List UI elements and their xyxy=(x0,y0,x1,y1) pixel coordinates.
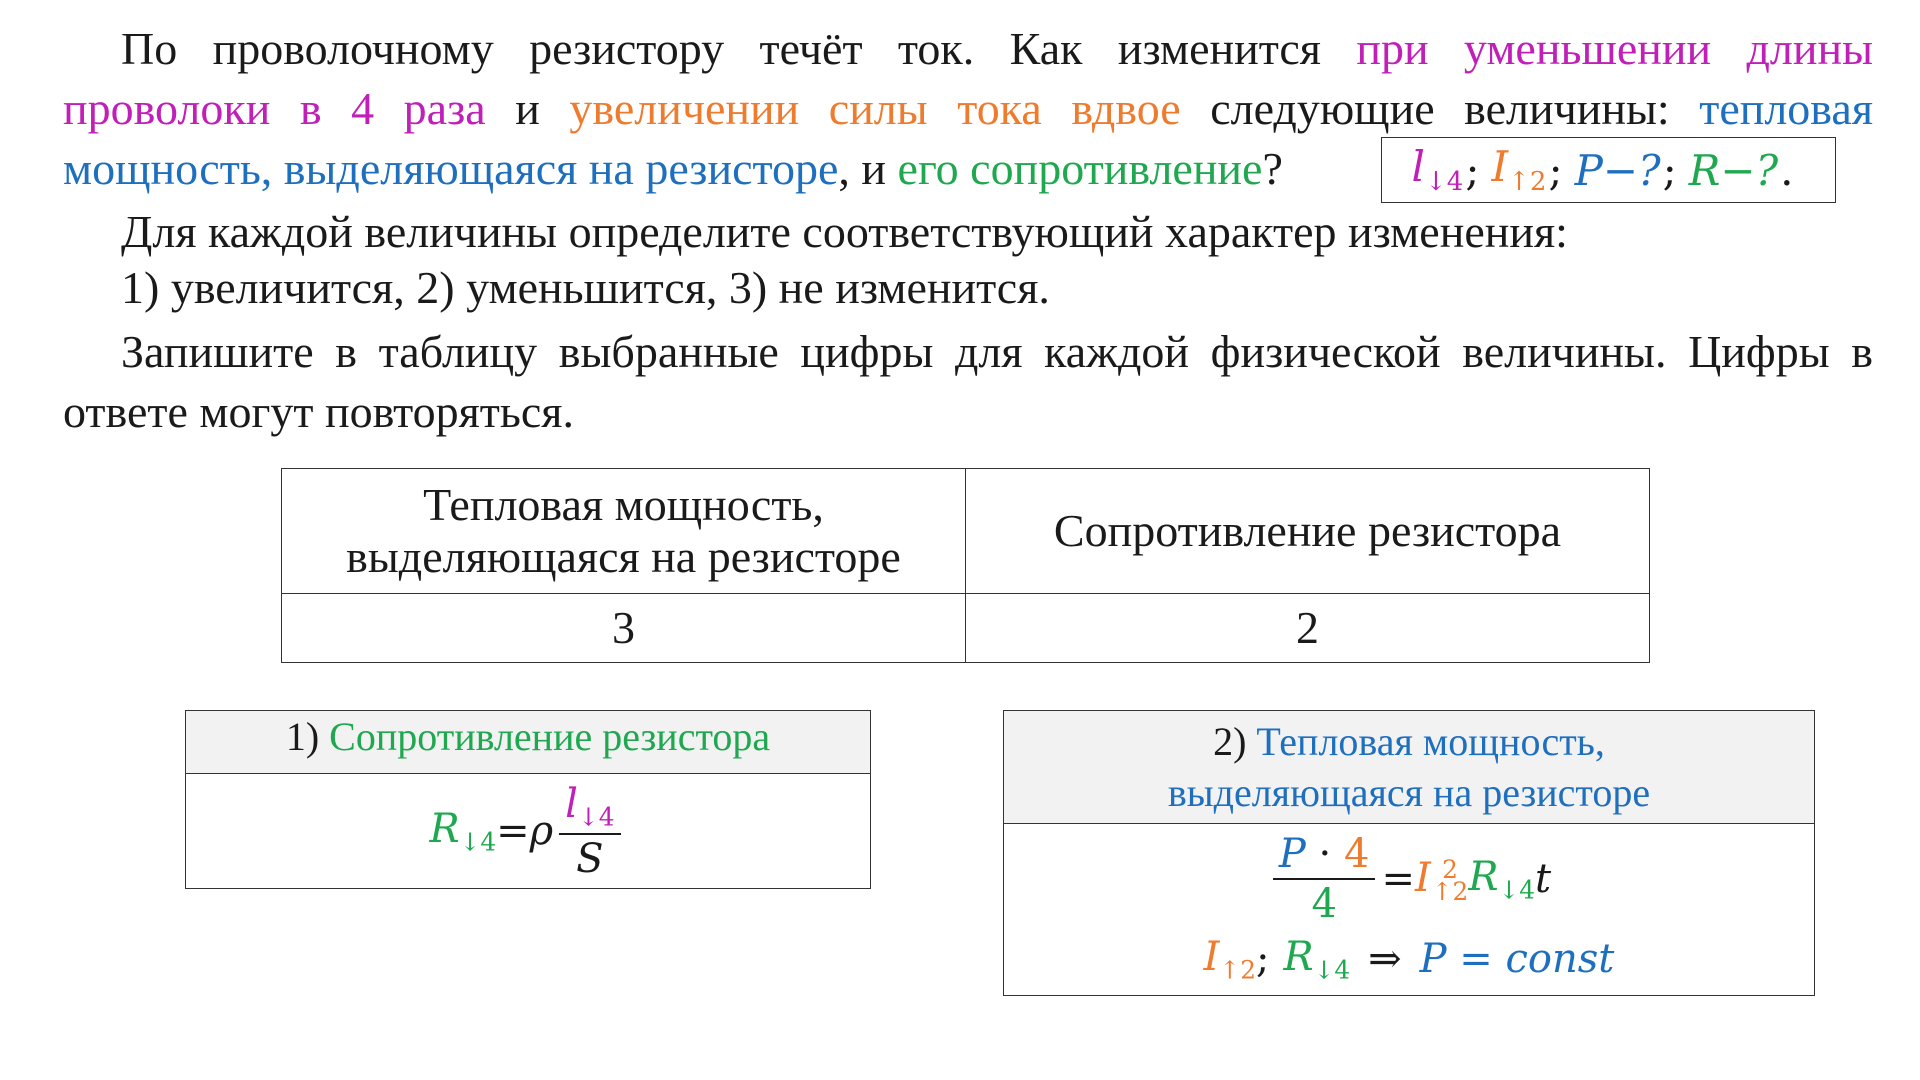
given-box: $l_{↓4}$ ; $I_{↑2}$ ; P−? ; R−? . xyxy=(1381,137,1836,203)
problem-text: , и xyxy=(838,143,898,194)
resistance-text: его сопротивление xyxy=(897,143,1263,194)
answer-header-resistance: Сопротивление резистора xyxy=(966,469,1650,594)
problem-text: следующие величины: xyxy=(1180,83,1700,134)
power-conclusion: $I_{↑2}$ ; $R_{↓4}$ ⇒ P = const xyxy=(1203,933,1615,985)
answer-value-power: 3 xyxy=(282,594,966,663)
table-instruction: Запишите в таблицу выбранные цифры для каждой физической величины. Цифры в ответе могут повторяться. xyxy=(63,326,1873,437)
problem-text: ? xyxy=(1262,143,1283,194)
given-current: $I_{↑2}$ xyxy=(1491,142,1547,198)
options-line: 1) увеличится, 2) уменьшится, 3) не изменится. xyxy=(121,262,1050,313)
solution-card-resistance xyxy=(185,710,871,889)
heat-power-text: тепловая мощность, выделяющаяся на резисторе xyxy=(63,83,1873,194)
instruction-line: Для каждой величины определите соответствующий характер изменения: xyxy=(121,206,1568,257)
given-resistance: R−? xyxy=(1688,145,1779,195)
answer-table xyxy=(281,468,1650,663)
problem-text: По проволочному резистору течёт ток. Как изменится xyxy=(121,23,1357,74)
given-length: $l_{↓4}$ xyxy=(1411,142,1464,198)
length-change-text: при уменьшении длины проволоки в 4 раза xyxy=(63,23,1873,134)
power-formulas xyxy=(1004,824,1814,988)
current-change-text: увеличении силы тока вдвое xyxy=(569,83,1181,134)
answer-value-resistance: 2 xyxy=(966,594,1650,663)
given-power: P−? xyxy=(1574,145,1661,195)
answer-header-power: Тепловая мощность, выделяющаяся на резисторе xyxy=(282,469,966,594)
solution-card-power xyxy=(1003,710,1815,996)
card-title: 1) Сопротивление резистора xyxy=(186,711,870,774)
problem-text: и xyxy=(485,83,570,134)
card-title: 2) Тепловая мощность, выделяющаяся на резисторе xyxy=(1004,711,1814,824)
power-equation: $\frac{P \cdot 4}{4}$ = I 2 ↑2 $R_{↓4}$ t xyxy=(1004,828,1814,930)
resistance-formula: $R_{↓4}$ = ρ $\frac{l_{↓4}}{S}$ xyxy=(186,774,870,889)
